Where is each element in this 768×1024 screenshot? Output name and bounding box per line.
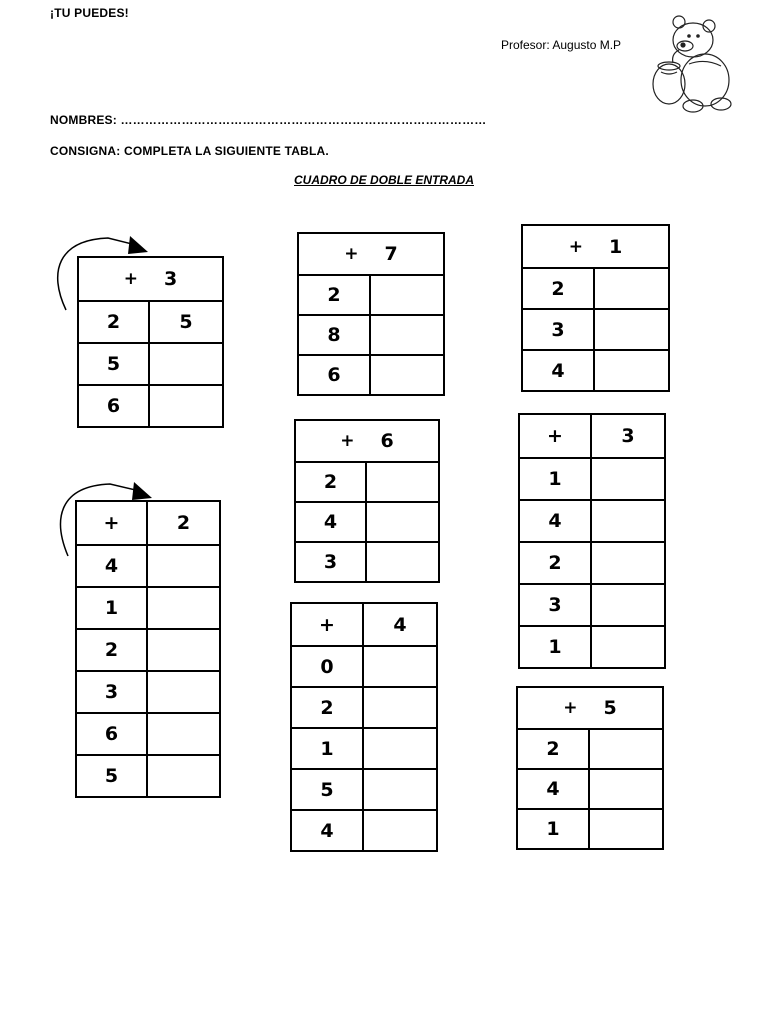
- table-row: [79, 384, 222, 426]
- operand-cell: 1: [520, 459, 592, 499]
- plus-operator: +: [520, 415, 592, 457]
- operand-cell: 5: [292, 770, 364, 809]
- operand-cell: 3: [296, 543, 367, 581]
- worksheet-title: CUADRO DE DOBLE ENTRADA: [294, 173, 474, 187]
- table-row: [523, 267, 668, 308]
- answer-cell[interactable]: 5: [179, 311, 193, 333]
- table-row: [292, 768, 436, 809]
- answer-cell[interactable]: [595, 310, 668, 349]
- table-row: [292, 645, 436, 686]
- operand-cell: 1: [518, 810, 590, 848]
- plus-operator: +: [563, 698, 578, 718]
- operand-cell: 3: [523, 310, 595, 349]
- answer-cell[interactable]: [592, 543, 664, 583]
- operand-cell: 2: [296, 463, 367, 501]
- table-header-row: [299, 234, 443, 274]
- table-row: [77, 712, 219, 754]
- table-row: [79, 342, 222, 384]
- addition-table: [77, 256, 224, 428]
- table-header-row: [520, 415, 664, 457]
- answer-cell[interactable]: [150, 386, 222, 426]
- operand-cell: 2: [292, 688, 364, 727]
- table-row: [520, 457, 664, 499]
- addition-table: [75, 500, 221, 798]
- answer-cell[interactable]: [364, 770, 436, 809]
- motto-text: ¡TU PUEDES!: [50, 6, 129, 20]
- plus-operator: +: [344, 244, 359, 264]
- table-row: [79, 300, 222, 342]
- answer-cell[interactable]: [148, 546, 219, 586]
- operand-cell: 1: [77, 588, 148, 628]
- operand-cell: 3: [520, 585, 592, 625]
- operand-cell: 3: [77, 672, 148, 712]
- answer-cell[interactable]: [367, 463, 438, 501]
- operand-cell: 5: [77, 756, 148, 796]
- answer-cell[interactable]: [590, 730, 662, 768]
- operand-cell: 6: [77, 714, 148, 754]
- operand-cell: 6: [299, 356, 371, 394]
- table-header-cell: [299, 234, 443, 274]
- addend-number: 3: [164, 268, 178, 290]
- bear-with-honey-pot-image: [645, 14, 735, 114]
- answer-cell[interactable]: [371, 276, 443, 314]
- table-header-cell: [518, 688, 662, 728]
- addend-number: 2: [176, 512, 191, 534]
- table-row: [299, 354, 443, 394]
- operand-cell: 2: [299, 276, 371, 314]
- table-row: [299, 274, 443, 314]
- answer-cell[interactable]: [148, 714, 219, 754]
- operand-cell: 1: [520, 627, 592, 667]
- answer-cell[interactable]: [364, 647, 436, 686]
- table-row: [520, 625, 664, 667]
- addend-number: 7: [384, 243, 398, 265]
- table-header-row: [523, 226, 668, 267]
- table-row: [296, 501, 438, 541]
- operand-cell: 2: [518, 730, 590, 768]
- operand-cell: 2: [523, 269, 595, 308]
- table-header-row: [77, 502, 219, 544]
- answer-cell[interactable]: [592, 585, 664, 625]
- table-header-row: [292, 604, 436, 645]
- operand-cell: 4: [77, 546, 148, 586]
- operand-cell: 0: [292, 647, 364, 686]
- table-row: [77, 586, 219, 628]
- teacher-name: Profesor: Augusto M.P: [501, 38, 622, 52]
- operand-cell: 8: [299, 316, 371, 354]
- operand-cell: 4: [523, 351, 595, 390]
- table-row: [520, 541, 664, 583]
- answer-cell[interactable]: [367, 503, 438, 541]
- table-row: [296, 461, 438, 501]
- table-header-cell: [296, 421, 438, 461]
- table-row: [292, 686, 436, 727]
- operand-cell: 1: [292, 729, 364, 768]
- addition-table: [521, 224, 670, 392]
- plus-operator: +: [292, 604, 364, 645]
- table-row: [518, 728, 662, 768]
- table-row: [520, 499, 664, 541]
- operand-cell: 2: [77, 630, 148, 670]
- answer-cell[interactable]: [371, 316, 443, 354]
- answer-cell[interactable]: [364, 811, 436, 850]
- table-header-row: [79, 258, 222, 300]
- table-row: [77, 628, 219, 670]
- answer-cell[interactable]: [364, 688, 436, 727]
- table-row: [292, 727, 436, 768]
- answer-cell[interactable]: [367, 543, 438, 581]
- operand-cell: 4: [296, 503, 367, 541]
- plus-operator: +: [77, 502, 148, 544]
- operand-cell: 2: [520, 543, 592, 583]
- operand-cell: 4: [292, 811, 364, 850]
- answer-cell[interactable]: [590, 810, 662, 848]
- addition-table: [294, 419, 440, 583]
- table-row: [77, 754, 219, 796]
- plus-operator: +: [568, 236, 583, 257]
- operand-cell: 4: [518, 770, 590, 808]
- answer-cell[interactable]: [592, 501, 664, 541]
- operand-cell: 5: [79, 344, 150, 384]
- addend-number: 4: [393, 613, 407, 636]
- table-row: [292, 809, 436, 850]
- addition-table: [516, 686, 664, 850]
- answer-cell[interactable]: [592, 459, 664, 499]
- answer-cell[interactable]: [364, 729, 436, 768]
- table-row: [77, 544, 219, 586]
- addition-table: [297, 232, 445, 396]
- plus-operator: +: [340, 431, 355, 451]
- operand-cell: 4: [520, 501, 592, 541]
- answer-cell[interactable]: [595, 269, 668, 308]
- operand-cell: 2: [79, 302, 150, 342]
- answer-cell[interactable]: [592, 627, 664, 667]
- answer-cell[interactable]: [150, 344, 222, 384]
- answer-cell[interactable]: [148, 588, 219, 628]
- table-row: [518, 768, 662, 808]
- answer-cell[interactable]: [371, 356, 443, 394]
- table-header-row: [518, 688, 662, 728]
- table-row: [299, 314, 443, 354]
- names-field[interactable]: NOMBRES: ………………………………………………………………………………: [50, 113, 487, 127]
- answer-cell[interactable]: [148, 756, 219, 796]
- table-row: [523, 308, 668, 349]
- addend-number: 5: [603, 697, 617, 719]
- addend-number: 1: [609, 235, 623, 258]
- addition-table: [290, 602, 438, 852]
- addend-number: 3: [621, 425, 635, 447]
- addition-table: [518, 413, 666, 669]
- table-row: [523, 349, 668, 390]
- answer-cell[interactable]: [148, 630, 219, 670]
- plus-operator: +: [123, 269, 138, 289]
- answer-cell[interactable]: [590, 770, 662, 808]
- instruction-text: CONSIGNA: COMPLETA LA SIGUIENTE TABLA.: [50, 144, 329, 158]
- answer-cell[interactable]: [148, 672, 219, 712]
- answer-cell[interactable]: [595, 351, 668, 390]
- table-row: [77, 670, 219, 712]
- table-row: [296, 541, 438, 581]
- table-header-cell: [523, 226, 668, 267]
- operand-cell: 6: [79, 386, 150, 426]
- table-row: [518, 808, 662, 848]
- addend-number: 6: [380, 430, 394, 452]
- table-row: [520, 583, 664, 625]
- table-header-row: [296, 421, 438, 461]
- table-header-cell: [79, 258, 222, 300]
